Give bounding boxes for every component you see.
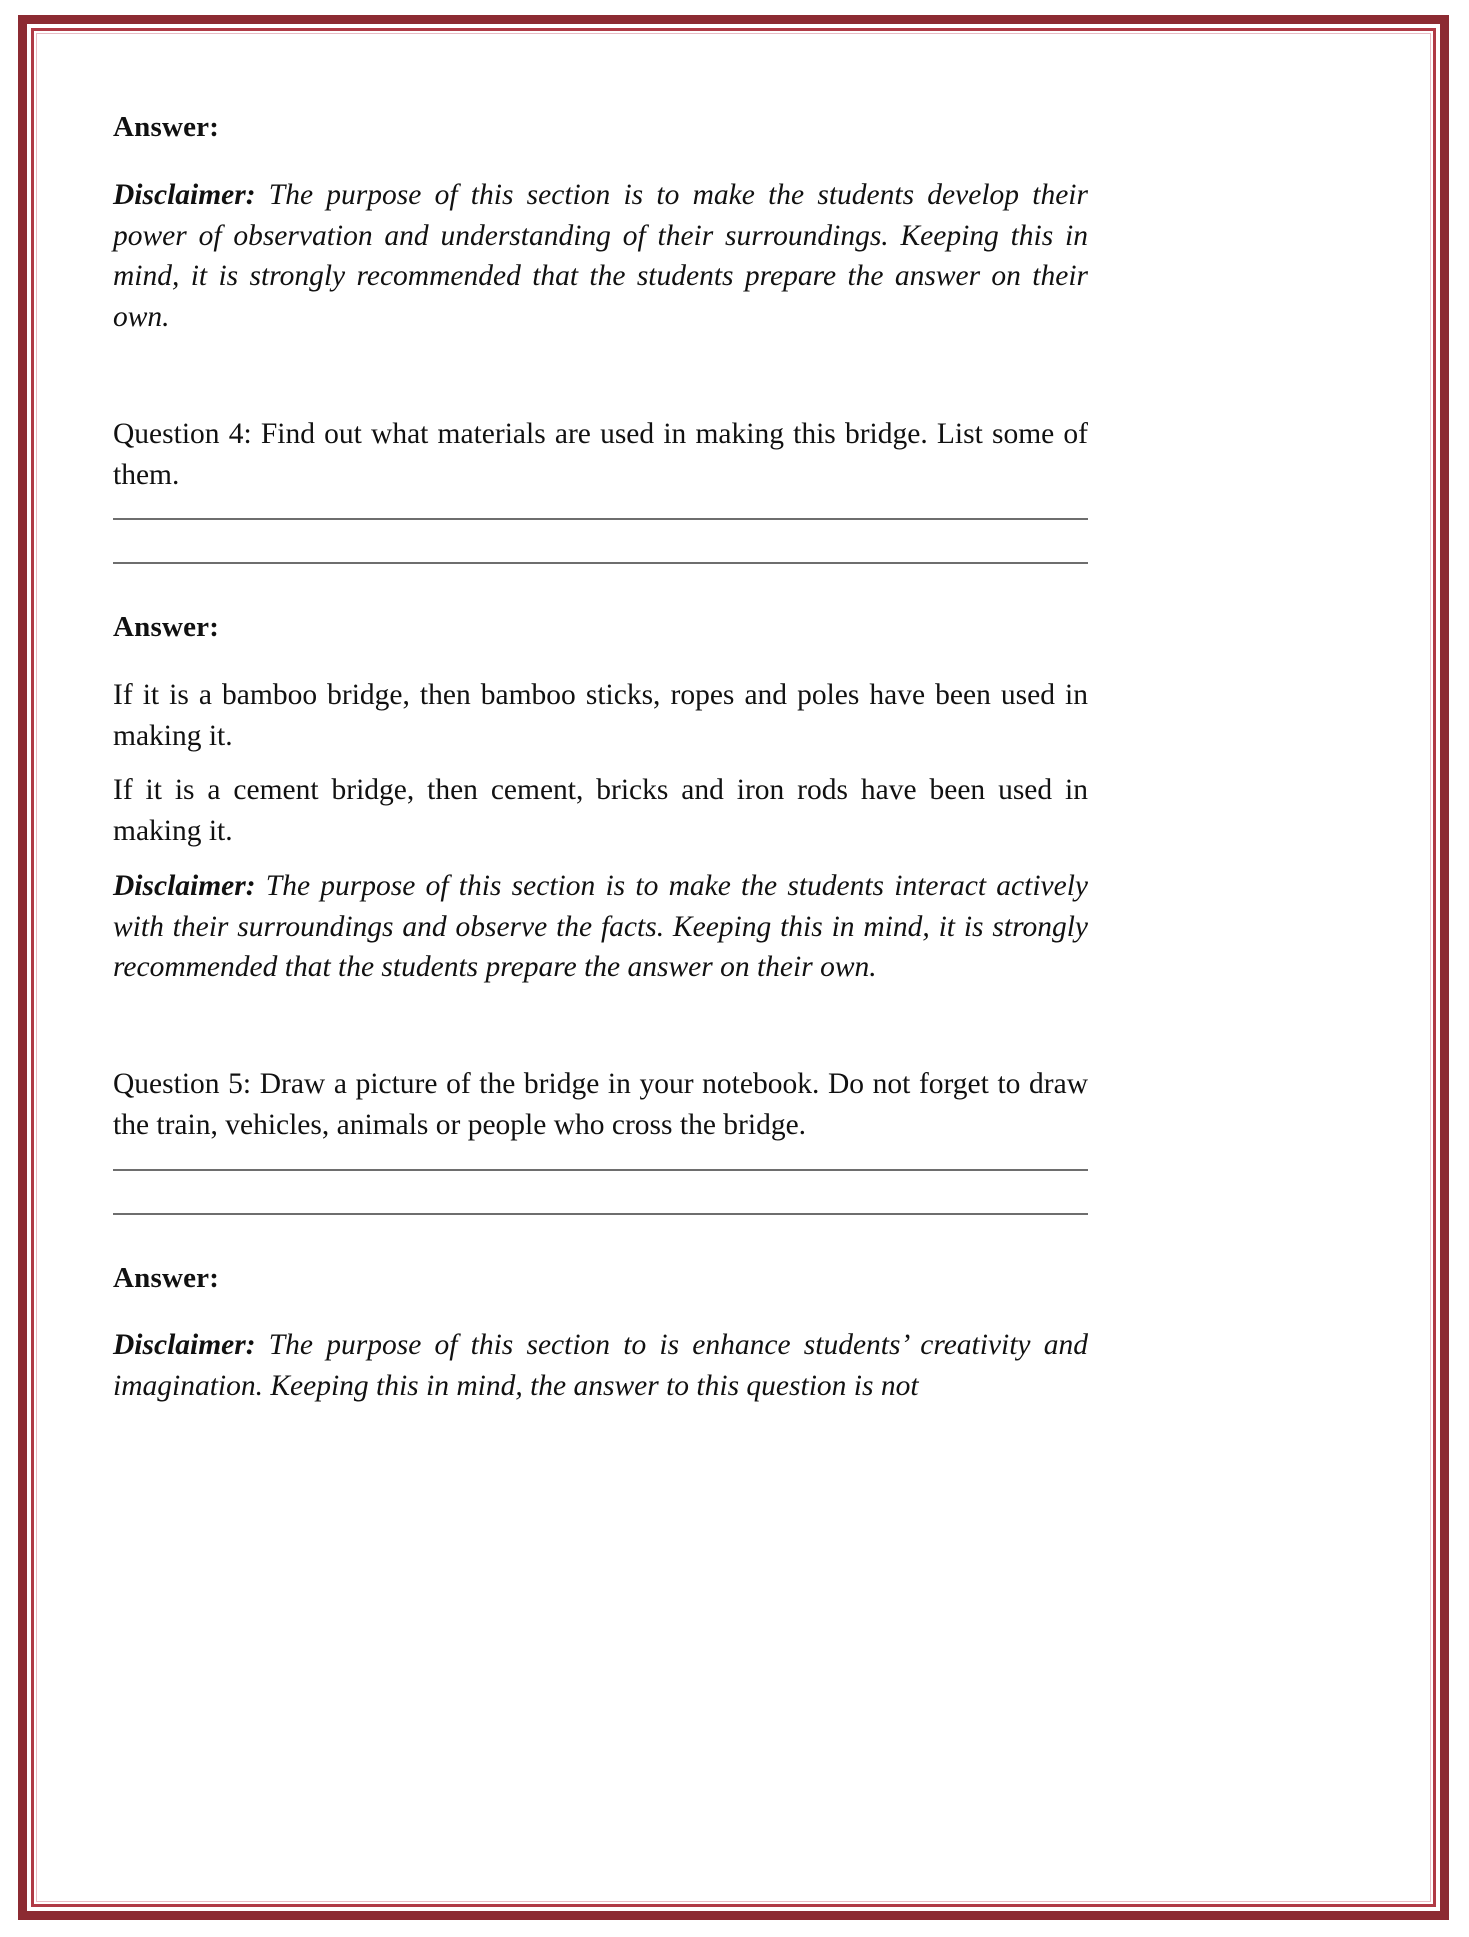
- answer-heading-q5: Answer:: [113, 1261, 220, 1294]
- question-5-label: Question 5:: [113, 1067, 252, 1100]
- disclaimer-paragraph-q4: [113, 866, 1088, 988]
- disclaimer-text-q4: The purpose of this section is to make the students interact actively with their surroundings and observe the facts. Keeping this in mind, it is strongly recommended that the students prepare the answer on their own.: [113, 869, 1088, 984]
- answer-paragraph-cement: If it is a cement bridge, then cement, bricks and iron rods have been used in making it.: [113, 774, 1088, 848]
- question-4-paragraph: [113, 414, 1088, 497]
- disclaimer-paragraph-q5: [113, 1325, 1088, 1406]
- document-content: [113, 110, 1088, 1407]
- disclaimer-label-q5: Disclaimer:: [113, 1329, 256, 1362]
- section-spacer: [113, 352, 1088, 414]
- answer-rule-line: [113, 562, 1088, 564]
- question-4-text: Find out what materials are used in making this bridge. List some of them.: [113, 417, 1088, 491]
- question-5-text: Draw a picture of the bridge in your notebook. Do not forget to draw the train, vehicles, animals or people who cross the bridge.: [113, 1067, 1088, 1142]
- answer-paragraph-bamboo: If it is a bamboo bridge, then bamboo sticks, ropes and poles have been used in making it.: [113, 679, 1088, 752]
- section-spacer: [113, 1235, 1088, 1261]
- question-5-paragraph: [113, 1064, 1088, 1147]
- answer-rule-line: [113, 1169, 1088, 1171]
- disclaimer-text-q3: The purpose of this section is to make the students develop their power of observation and understanding of their surroundings. Keeping this in mind, it is strongly recommended that the students prepare the answer on their own.: [113, 178, 1088, 333]
- disclaimer-label-q4: Disclaimer:: [113, 869, 256, 902]
- answer-rule-line: [113, 518, 1088, 520]
- section-spacer: [113, 1002, 1088, 1064]
- disclaimer-text-q5: The purpose of this section to is enhance students’ creativity and imagination. Keeping this in mind, the answer to this question is not: [113, 1329, 1088, 1403]
- disclaimer-label-q3: Disclaimer:: [113, 178, 256, 211]
- answer-ruled-lines-q5: [113, 1169, 1088, 1215]
- disclaimer-paragraph-q3: [113, 175, 1088, 338]
- answer-heading-q3: Answer:: [113, 111, 220, 143]
- answer-heading-q4: Answer:: [113, 611, 220, 644]
- section-spacer: [113, 584, 1088, 610]
- answer-ruled-lines-q4: [113, 518, 1088, 564]
- question-4-label: Question 4:: [113, 417, 252, 450]
- answer-rule-line: [113, 1213, 1088, 1215]
